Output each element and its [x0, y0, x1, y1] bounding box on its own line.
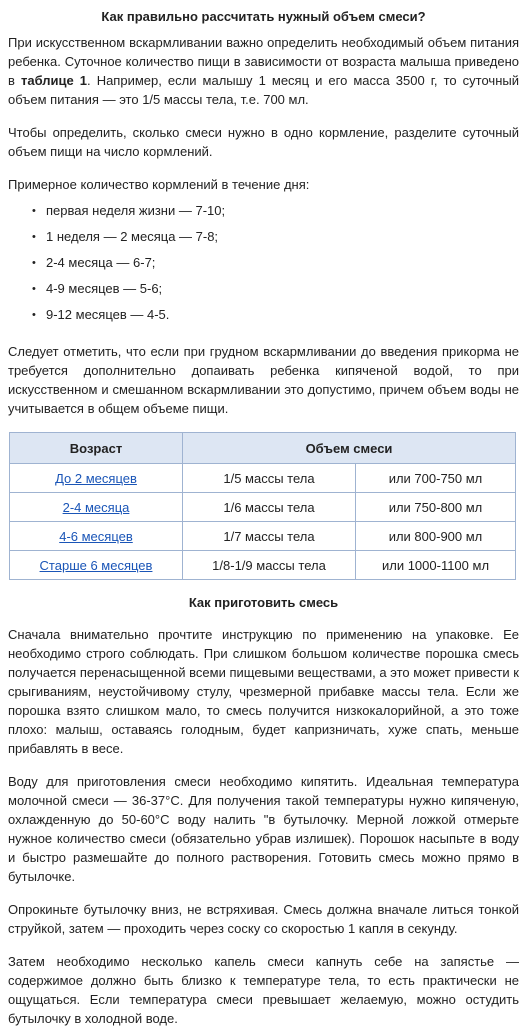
share-cell: 1/5 массы тела: [183, 464, 356, 493]
section-title-prepare: Как приготовить смесь: [188, 595, 339, 610]
water-note-paragraph: Следует отметить, что если при грудном вскармливании до введения прикорма не требуется дополнительно допаивать ребенка кипяченой водой, то при искусственном и смешанном вскармливании это допустимо, причем объем воды не учитывается в общем объеме пищи.: [8, 344, 519, 416]
volume-cell: или 1000-1100 мл: [356, 551, 516, 580]
bullet-icon: •: [32, 205, 36, 217]
intro-paragraph: [8, 33, 519, 109]
list-item: • первая неделя жизни — 7-10;: [30, 198, 519, 224]
share-cell: 1/7 массы тела: [183, 522, 356, 551]
list-item: • 9-12 месяцев — 4-5.: [30, 302, 519, 328]
feedings-list: [8, 198, 519, 328]
feedings-intro: Примерное количество кормлений в течение дня:: [8, 177, 310, 192]
table-row: [10, 464, 516, 493]
intro-text-after: . Например, если малышу 1 месяц и его масса 3500 г, то суточный объем питания — это 1/5 массы тела, т.е. 700 мл.: [8, 73, 519, 107]
volume-table: [9, 432, 516, 580]
bottle-paragraph: Опрокиньте бутылочку вниз, не встряхивая. Смесь должна вначале литься тонкой струйкой, затем — проходить через соску со скоростью 1 капля в секунду.: [8, 902, 519, 936]
header-volume: Объем смеси: [183, 433, 516, 464]
age-link[interactable]: Старше 6 месяцев: [39, 557, 153, 573]
intro-text-before: При искусственном вскармливании важно определить необходимый объем питания ребенка. Суточное количество пищи в зависимости от возраста малыша приведено в: [8, 35, 519, 88]
bullet-icon: •: [32, 257, 36, 269]
age-link[interactable]: 2-4 месяца: [62, 499, 130, 515]
share-cell: 1/6 массы тела: [183, 493, 356, 522]
bullet-icon: •: [32, 283, 36, 295]
section-title-calc: Как правильно рассчитать нужный объем смеси?: [101, 9, 426, 24]
per-feeding-paragraph: Чтобы определить, сколько смеси нужно в одно кормление, разделите суточный объем пищи на число кормлений.: [8, 125, 519, 159]
age-cell: [10, 493, 183, 522]
table-reference: таблице 1: [20, 73, 88, 88]
list-item: • 1 неделя — 2 месяца — 7-8;: [30, 224, 519, 250]
instructions-paragraph: Сначала внимательно прочтите инструкцию по применению на упаковке. Ее необходимо строго соблюдать. При слишком большом количестве порошка смесь получается перенасыщенной всеми пищевыми веществами, а это может привести к срыгиваниям, неустойчивому стулу, чрезмерной прибавке массы тела. Если же порошка взято слишком мало, то смесь получится низкокалорийной, а это тоже плохо: малыш, оставаясь голодным, будет капризничать, хуже спать, меньше прибавлять в весе.: [8, 627, 519, 756]
volume-cell: или 750-800 мл: [356, 493, 516, 522]
table-row: [10, 551, 516, 580]
bullet-icon: •: [32, 231, 36, 243]
header-age: Возраст: [10, 433, 183, 464]
volume-cell: или 700-750 мл: [356, 464, 516, 493]
age-cell: [10, 522, 183, 551]
table-row: [10, 522, 516, 551]
age-link[interactable]: 4-6 месяцев: [59, 528, 133, 544]
age-cell: [10, 551, 183, 580]
table-row: [10, 493, 516, 522]
share-cell: 1/8-1/9 массы тела: [183, 551, 356, 580]
age-cell: [10, 464, 183, 493]
table-header-row: [10, 433, 516, 464]
bullet-icon: •: [32, 309, 36, 321]
volume-cell: или 800-900 мл: [356, 522, 516, 551]
water-paragraph: Воду для приготовления смеси необходимо кипятить. Идеальная температура молочной смеси — 36-37°C. Для получения такой температуры нужно кипяченую, охлажденную до 50-60°C воду налить "в бутылочку. Мерной ложкой отмерьте нужное количество смеси (обязательно убрав излишек). Порошок насыпьте в воду и быстро размешайте до полного растворения. Готовить смесь можно прямо в бутылочке.: [8, 774, 519, 884]
temperature-check-paragraph: Затем необходимо несколько капель смеси капнуть себе на запястье — содержимое должно быть близко к температуре тела, то есть практически не ощущаться. Если температура смеси превышает желаемую, можно остудить бутылочку в холодной воде.: [8, 954, 519, 1026]
list-item: • 4-9 месяцев — 5-6;: [30, 276, 519, 302]
age-link[interactable]: До 2 месяцев: [55, 470, 137, 486]
list-item: • 2-4 месяца — 6-7;: [30, 250, 519, 276]
